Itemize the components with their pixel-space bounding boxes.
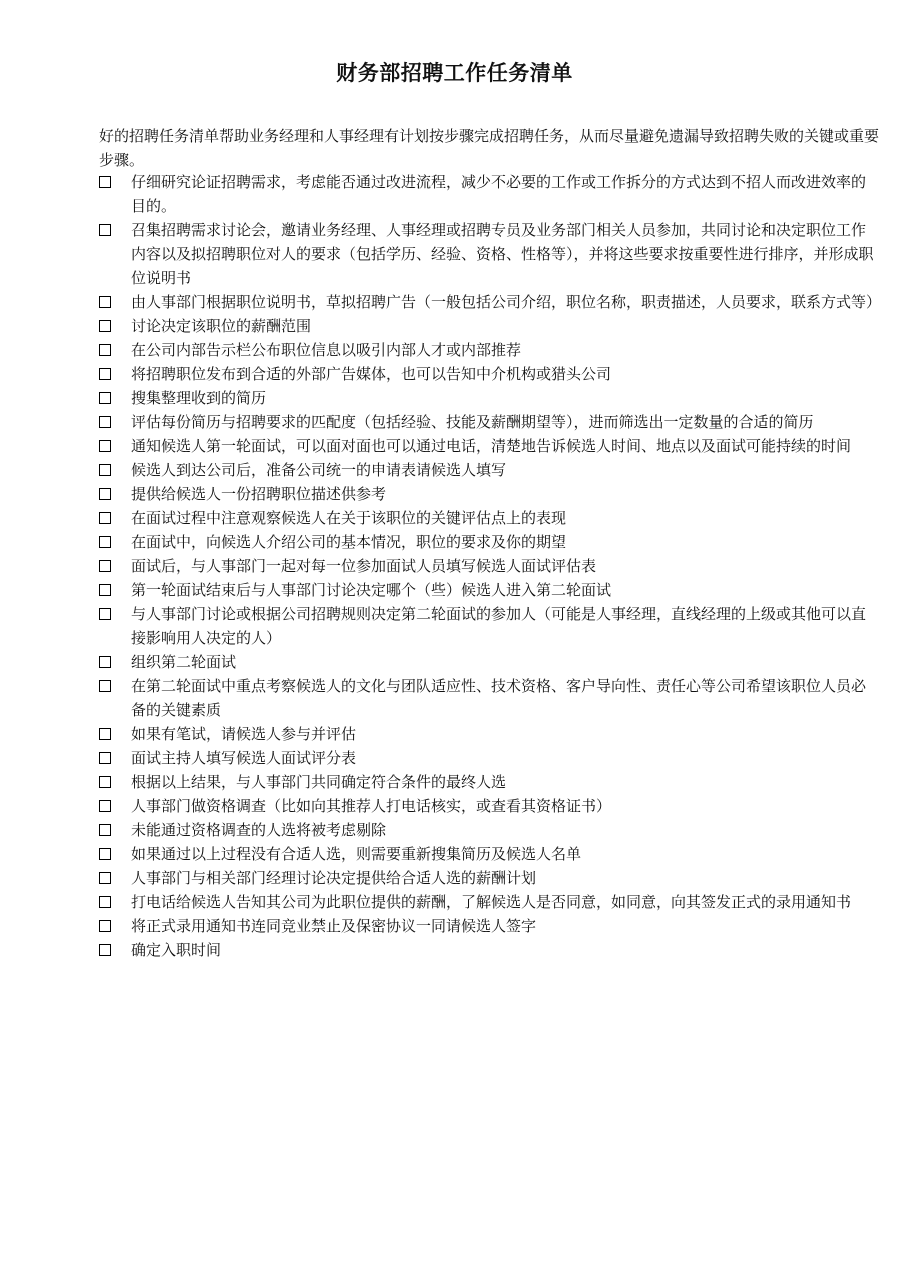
checkbox-icon[interactable] [99,176,111,188]
checkbox-icon[interactable] [99,824,111,836]
checkbox-icon[interactable] [99,944,111,956]
checklist-item [99,794,879,818]
checklist-item [99,554,879,578]
checkbox-icon[interactable] [99,848,111,860]
checklist-item-text: 未能通过资格调查的人选将被考虑剔除 [131,821,387,839]
checklist-item [99,506,879,530]
checklist-item-text: 与人事部门讨论或根据公司招聘规则决定第二轮面试的参加人（可能是人事经理，直线经理的上级或其他可以直接影响用人决定的人） [131,605,867,647]
checklist-item [99,578,879,602]
checklist-item [99,338,879,362]
checklist-item [99,650,879,674]
checklist-item-text: 召集招聘需求讨论会，邀请业务经理、人事经理或招聘专员及业务部门相关人员参加，共同讨论和决定职位工作内容以及拟招聘职位对人的要求（包括学历、经验、资格、性格等），并将这些要求按重要性进行排序，并形成职位说明书 [131,221,874,287]
checklist-item-text: 在公司内部告示栏公布职位信息以吸引内部人才或内部推荐 [131,341,522,359]
checklist-item [99,818,879,842]
checkbox-icon[interactable] [99,752,111,764]
checkbox-icon[interactable] [99,776,111,788]
checklist-item-text: 在第二轮面试中重点考察候选人的文化与团队适应性、技术资格、客户导向性、责任心等公司希望该职位人员必备的关键素质 [131,677,867,719]
checkbox-icon[interactable] [99,536,111,548]
checklist-item-text: 面试后，与人事部门一起对每一位参加面试人员填写候选人面试评估表 [131,557,597,575]
intro-paragraph: 好的招聘任务清单帮助业务经理和人事经理有计划按步骤完成招聘任务，从而尽量避免遗漏导致招聘失败的关键或重要步骤。 [99,127,880,169]
checklist-item [99,602,879,650]
checkbox-icon[interactable] [99,320,111,332]
checklist-item-text: 讨论决定该职位的薪酬范围 [131,317,312,335]
checklist-item [99,914,879,938]
checkbox-icon[interactable] [99,344,111,356]
checklist-item [99,770,879,794]
checkbox-icon[interactable] [99,392,111,404]
checklist-item-text: 人事部门做资格调查（比如向其推荐人打电话核实，或查看其资格证书） [131,797,612,815]
checklist-item [99,290,882,314]
page-title: 财务部招聘工作任务清单 [336,61,573,85]
checkbox-icon[interactable] [99,488,111,500]
checklist-item-text: 在面试中，向候选人介绍公司的基本情况，职位的要求及你的期望 [131,533,567,551]
checklist-item [99,866,879,890]
checkbox-icon[interactable] [99,920,111,932]
checklist-item [99,530,879,554]
checklist-item-text: 第一轮面试结束后与人事部门讨论决定哪个（些）候选人进入第二轮面试 [131,581,612,599]
checkbox-icon[interactable] [99,728,111,740]
checkbox-icon[interactable] [99,440,111,452]
checklist-item-text: 评估每份简历与招聘要求的匹配度（包括经验、技能及薪酬期望等），进而筛选出一定数量的合适的简历 [131,413,814,431]
checkbox-icon[interactable] [99,224,111,236]
checklist-item-text: 通知候选人第一轮面试，可以面对面也可以通过电话，清楚地告诉候选人时间、地点以及面试可能持续的时间 [131,437,852,455]
checkbox-icon[interactable] [99,896,111,908]
checkbox-icon[interactable] [99,800,111,812]
checklist-item-text: 打电话给候选人告知其公司为此职位提供的薪酬，了解候选人是否同意，如同意，向其签发正式的录用通知书 [131,893,852,911]
checklist-item [99,674,879,722]
checklist-item [99,482,879,506]
checklist-item-text: 如果有笔试，请候选人参与并评估 [131,725,357,743]
checkbox-icon[interactable] [99,584,111,596]
checklist-item [99,170,879,218]
checkbox-icon[interactable] [99,680,111,692]
checklist-item-text: 人事部门与相关部门经理讨论决定提供给合适人选的薪酬计划 [131,869,537,887]
checklist-item-text: 如果通过以上过程没有合适人选，则需要重新搜集简历及候选人名单 [131,845,582,863]
checklist-item-text: 提供给候选人一份招聘职位描述供参考 [131,485,387,503]
checklist-item [99,386,879,410]
checklist-item [99,842,879,866]
checkbox-icon[interactable] [99,608,111,620]
checklist-item [99,722,879,746]
checklist-item-text: 组织第二轮面试 [131,653,237,671]
checkbox-icon[interactable] [99,656,111,668]
checklist-item [99,938,879,962]
checklist-item-text: 搜集整理收到的简历 [131,389,267,407]
checklist-item [99,362,879,386]
checklist-item-text: 由人事部门根据职位说明书，草拟招聘广告（一般包括公司介绍，职位名称，职责描述，人员要求，联系方式等） [131,293,882,311]
checklist-item-text: 候选人到达公司后，准备公司统一的申请表请候选人填写 [131,461,507,479]
checkbox-icon[interactable] [99,464,111,476]
checklist-item [99,434,879,458]
checklist-item-text: 根据以上结果，与人事部门共同确定符合条件的最终人选 [131,773,507,791]
checkbox-icon[interactable] [99,416,111,428]
checkbox-icon[interactable] [99,296,111,308]
checkbox-icon[interactable] [99,560,111,572]
checkbox-icon[interactable] [99,872,111,884]
checklist-item [99,314,879,338]
checklist-item-text: 将正式录用通知书连同竞业禁止及保密协议一同请候选人签字 [131,917,537,935]
checklist-item-text: 确定入职时间 [131,941,222,959]
checklist-item [99,746,879,770]
checkbox-icon[interactable] [99,512,111,524]
checklist-item-text: 将招聘职位发布到合适的外部广告媒体，也可以告知中介机构或猎头公司 [131,365,612,383]
task-checklist [99,170,882,962]
checklist-item-text: 面试主持人填写候选人面试评分表 [131,749,357,767]
checklist-item [99,458,879,482]
checklist-item-text: 在面试过程中注意观察候选人在关于该职位的关键评估点上的表现 [131,509,567,527]
checklist-item [99,410,879,434]
checkbox-icon[interactable] [99,368,111,380]
checklist-item-text: 仔细研究论证招聘需求，考虑能否通过改进流程，减少不必要的工作或工作拆分的方式达到不招人而改进效率的目的。 [131,173,867,215]
checklist-item [99,218,879,290]
checklist-item [99,890,879,914]
